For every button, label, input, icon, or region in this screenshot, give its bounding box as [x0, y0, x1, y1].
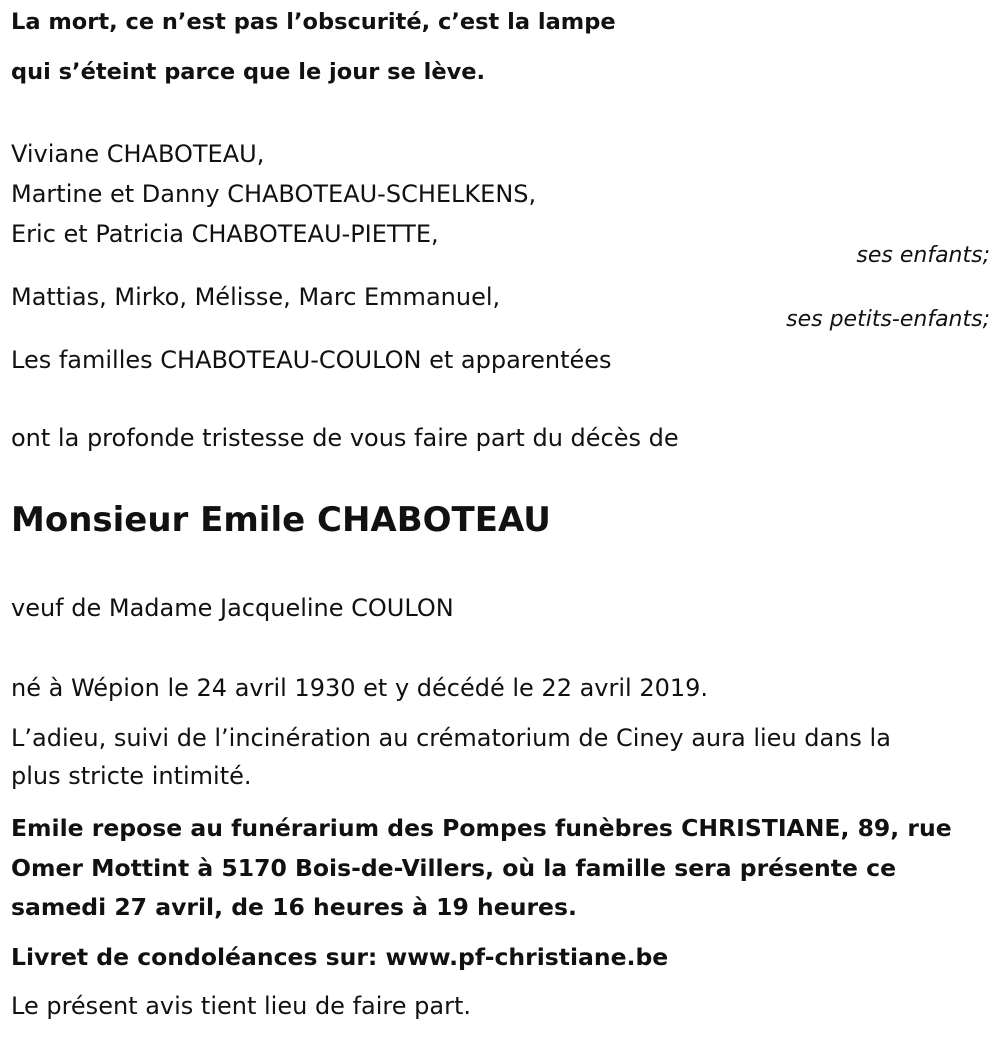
- visitation-line-3: samedi 27 avril, de 16 heures à 19 heures.: [11, 893, 577, 921]
- closing-note: Le présent avis tient lieu de faire part.: [11, 992, 471, 1020]
- condolences-link-text: Livret de condoléances sur: www.pf-christiane.be: [11, 943, 669, 971]
- epigraph-line-2: qui s’éteint parce que le jour se lève.: [11, 59, 486, 85]
- grandchildren-names: Mattias, Mirko, Mélisse, Marc Emmanuel,: [11, 283, 501, 311]
- widower-of: veuf de Madame Jacqueline COULON: [11, 594, 454, 622]
- child-name-1: Viviane CHABOTEAU,: [11, 140, 265, 168]
- children-role-label: ses enfants;: [856, 243, 990, 268]
- extended-families: Les familles CHABOTEAU-COULON et apparentées: [11, 346, 612, 374]
- epigraph-line-1: La mort, ce n’est pas l’obscurité, c’est la lampe: [11, 9, 616, 35]
- ceremony-line-1: L’adieu, suivi de l’incinération au crématorium de Ciney aura lieu dans la: [11, 724, 891, 752]
- ceremony-line-2: plus stricte intimité.: [11, 762, 252, 790]
- deceased-name: Monsieur Emile CHABOTEAU: [11, 500, 551, 540]
- grandchildren-role-label: ses petits-enfants;: [786, 307, 990, 332]
- announcement-text: ont la profonde tristesse de vous faire part du décès de: [11, 424, 679, 452]
- visitation-line-2: Omer Mottint à 5170 Bois-de-Villers, où la famille sera présente ce: [11, 854, 897, 882]
- visitation-line-1: Emile repose au funérarium des Pompes funèbres CHRISTIANE, 89, rue: [11, 814, 952, 842]
- child-name-3: Eric et Patricia CHABOTEAU-PIETTE,: [11, 220, 439, 248]
- birth-death-dates: né à Wépion le 24 avril 1930 et y décédé le 22 avril 2019.: [11, 674, 709, 702]
- child-name-2: Martine et Danny CHABOTEAU-SCHELKENS,: [11, 180, 537, 208]
